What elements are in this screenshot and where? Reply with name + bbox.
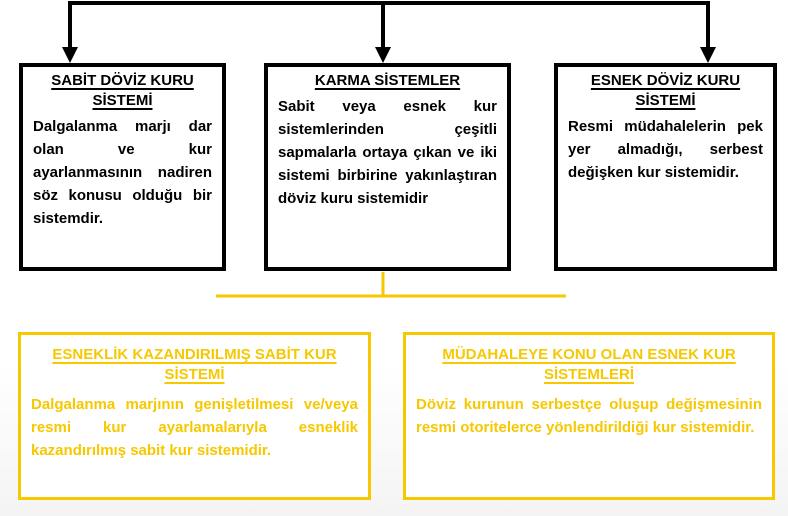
esneklik-kazandirilmis-title: ESNEKLİK KAZANDIRILMIŞ SABİT KUR SİSTEMİ: [52, 346, 337, 383]
esnek-doviz-kuru-box: [554, 63, 777, 271]
sabit-doviz-kuru-box: [19, 63, 226, 271]
mudahaleye-konu-text: Döviz kurunun serbestçe oluşup değişmesinin resmi otoritelerce yönlendirildiği kur sistemidir.: [416, 396, 762, 436]
karma-sistemler-text: Sabit veya esnek kur sistemlerinden çeşitli sapmalarla ortaya çıkan ve iki sistemi birbirine yakınlaştıran döviz kuru sistemidir: [278, 98, 497, 207]
mudahaleye-konu-box: [403, 332, 775, 500]
esneklik-kazandirilmis-box: [18, 332, 371, 500]
mudahaleye-konu-title: MÜDAHALEYE KONU OLAN ESNEK KUR SİSTEMLERİ: [442, 346, 736, 383]
esnek-doviz-kuru-text: Resmi müdahalelerin pek yer almadığı, serbest değişken kur sistemidir.: [568, 118, 763, 181]
karma-sistemler-box: [264, 63, 511, 271]
esneklik-kazandirilmis-text: Dalgalanma marjının genişletilmesi ve/veya resmi kur ayarlamalarıyla esneklik kazandırılmış sabit kur sistemidir.: [31, 396, 358, 459]
sabit-doviz-kuru-text: Dalgalanma marjı dar olan ve kur ayarlanmasının nadiren söz konusu olduğu bir sistemdir.: [33, 118, 212, 227]
sabit-doviz-kuru-title: SABİT DÖVİZ KURU SİSTEMİ: [51, 72, 194, 109]
karma-sistemler-title: KARMA SİSTEMLER: [314, 72, 461, 89]
esnek-doviz-kuru-title: ESNEK DÖVİZ KURU SİSTEMİ: [590, 72, 741, 109]
